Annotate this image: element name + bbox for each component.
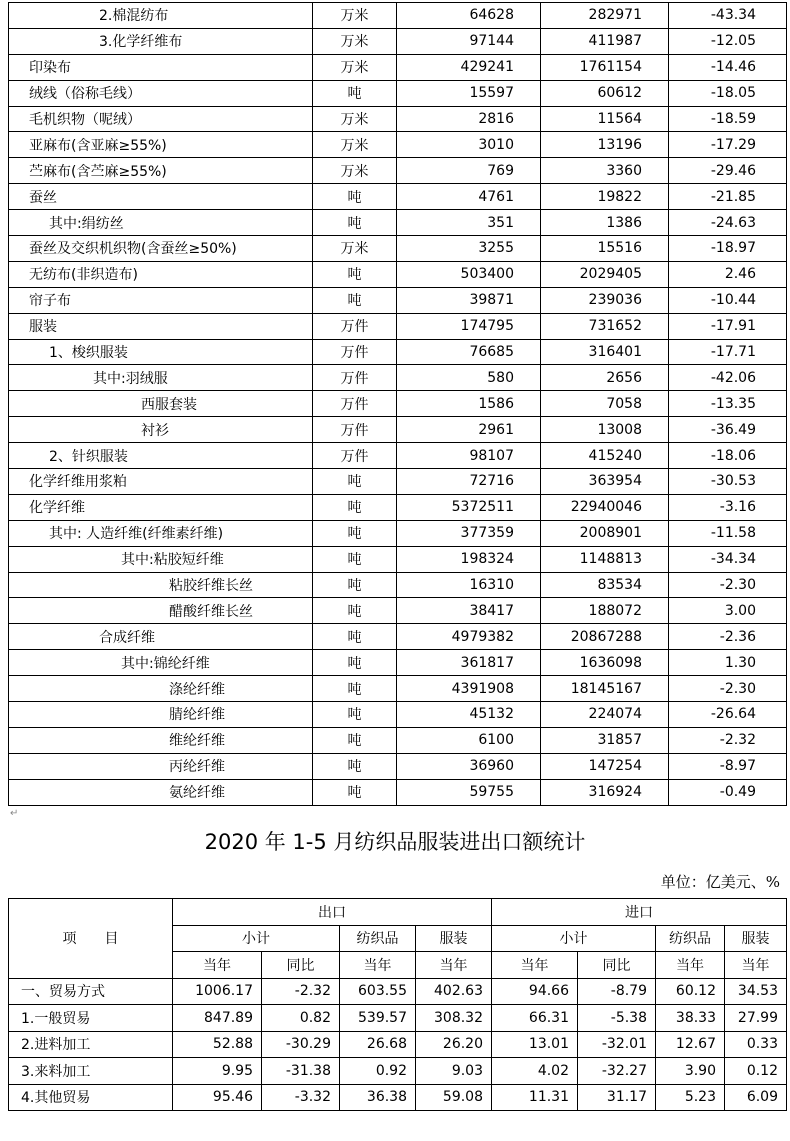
table-row: [9, 676, 787, 702]
unit-cell: 吨: [313, 287, 397, 313]
cumulative-value-cell: 13196: [541, 132, 669, 158]
value-cell: 12.67: [656, 1031, 725, 1058]
product-name-cell: 服装: [9, 313, 313, 339]
value-cell: 66.31: [492, 1005, 578, 1032]
growth-rate-cell: -24.63: [669, 210, 787, 236]
month-value-cell: 6100: [397, 727, 541, 753]
growth-rate-cell: -17.71: [669, 339, 787, 365]
yoy-header: 同比: [578, 952, 656, 979]
unit-cell: 吨: [313, 494, 397, 520]
trade-table: [8, 898, 787, 1111]
cumulative-value-cell: 20867288: [541, 624, 669, 650]
cumulative-value-cell: 19822: [541, 184, 669, 210]
unit-cell: 吨: [313, 80, 397, 106]
value-cell: 9.95: [173, 1058, 262, 1085]
month-value-cell: 2816: [397, 106, 541, 132]
value-cell: 847.89: [173, 1005, 262, 1032]
value-cell: -31.38: [262, 1058, 340, 1085]
unit-cell: 万米: [313, 236, 397, 262]
product-name-cell: 其中:粘胶短纤维: [9, 546, 313, 572]
cur-year-header: 当年: [340, 952, 416, 979]
growth-rate-cell: -21.85: [669, 184, 787, 210]
export-textile-header: 纺织品: [340, 925, 416, 952]
value-cell: -8.79: [578, 978, 656, 1005]
cur-year-header: 当年: [725, 952, 787, 979]
table-row: [9, 520, 787, 546]
table-row: [9, 54, 787, 80]
product-name-cell: 化学纤维: [9, 494, 313, 520]
unit-cell: 万米: [313, 54, 397, 80]
paragraph-mark: ↵: [10, 808, 19, 819]
month-value-cell: 16310: [397, 572, 541, 598]
month-value-cell: 174795: [397, 313, 541, 339]
value-cell: 11.31: [492, 1084, 578, 1111]
cumulative-value-cell: 316924: [541, 779, 669, 805]
value-cell: 308.32: [416, 1005, 492, 1032]
import-subtotal-header: 小计: [492, 925, 656, 952]
month-value-cell: 4979382: [397, 624, 541, 650]
unit-cell: 吨: [313, 702, 397, 728]
value-cell: -30.29: [262, 1031, 340, 1058]
table-row: [9, 779, 787, 805]
product-name-cell: 印染布: [9, 54, 313, 80]
unit-cell: 吨: [313, 520, 397, 546]
unit-cell: 吨: [313, 184, 397, 210]
month-value-cell: 97144: [397, 28, 541, 54]
cumulative-value-cell: 411987: [541, 28, 669, 54]
month-value-cell: 76685: [397, 339, 541, 365]
table-row: [9, 1084, 787, 1111]
cumulative-value-cell: 11564: [541, 106, 669, 132]
import-textile-header: 纺织品: [656, 925, 725, 952]
unit-cell: 吨: [313, 598, 397, 624]
unit-cell: 万米: [313, 158, 397, 184]
value-cell: -5.38: [578, 1005, 656, 1032]
export-header: 出口: [173, 899, 492, 926]
value-cell: 1006.17: [173, 978, 262, 1005]
growth-rate-cell: -2.36: [669, 624, 787, 650]
cur-year-header: 当年: [492, 952, 578, 979]
growth-rate-cell: -34.34: [669, 546, 787, 572]
product-name-cell: 其中:羽绒服: [9, 365, 313, 391]
section-title: 2020 年 1-5 月纺织品服装进出口额统计: [204, 830, 586, 854]
table-row: [9, 3, 787, 29]
growth-rate-cell: 3.00: [669, 598, 787, 624]
trade-mode-label: 4.其他贸易: [9, 1084, 173, 1111]
table-row: [9, 261, 787, 287]
table-row: [9, 28, 787, 54]
cumulative-value-cell: 147254: [541, 753, 669, 779]
product-name-cell: 蚕丝及交织机织物(含蚕丝≥50%): [9, 236, 313, 262]
growth-rate-cell: -30.53: [669, 469, 787, 495]
month-value-cell: 3255: [397, 236, 541, 262]
month-value-cell: 769: [397, 158, 541, 184]
growth-rate-cell: 2.46: [669, 261, 787, 287]
table-row: [9, 417, 787, 443]
month-value-cell: 377359: [397, 520, 541, 546]
month-value-cell: 429241: [397, 54, 541, 80]
table-row: [9, 210, 787, 236]
table-row: [9, 572, 787, 598]
table-row: [9, 365, 787, 391]
unit-cell: 吨: [313, 572, 397, 598]
product-name-cell: 其中:绢纺丝: [9, 210, 313, 236]
month-value-cell: 15597: [397, 80, 541, 106]
item-header: 项 目: [9, 899, 173, 979]
value-cell: 59.08: [416, 1084, 492, 1111]
month-value-cell: 98107: [397, 443, 541, 469]
table-row: [9, 494, 787, 520]
product-name-cell: 衬衫: [9, 417, 313, 443]
product-name-cell: 绒线（俗称毛线）: [9, 80, 313, 106]
month-value-cell: 580: [397, 365, 541, 391]
value-cell: 4.02: [492, 1058, 578, 1085]
cumulative-value-cell: 282971: [541, 3, 669, 29]
month-value-cell: 4761: [397, 184, 541, 210]
growth-rate-cell: 1.30: [669, 650, 787, 676]
month-value-cell: 2961: [397, 417, 541, 443]
product-name-cell: 其中: 人造纤维(纤维素纤维): [9, 520, 313, 546]
cumulative-value-cell: 13008: [541, 417, 669, 443]
trade-mode-label: 3.来料加工: [9, 1058, 173, 1085]
value-cell: 0.82: [262, 1005, 340, 1032]
month-value-cell: 5372511: [397, 494, 541, 520]
cur-year-header: 当年: [656, 952, 725, 979]
unit-cell: 万米: [313, 3, 397, 29]
cumulative-value-cell: 15516: [541, 236, 669, 262]
unit-cell: 万件: [313, 391, 397, 417]
growth-rate-cell: -12.05: [669, 28, 787, 54]
cumulative-value-cell: 1636098: [541, 650, 669, 676]
value-cell: 94.66: [492, 978, 578, 1005]
cumulative-value-cell: 316401: [541, 339, 669, 365]
value-cell: 27.99: [725, 1005, 787, 1032]
table-row: [9, 236, 787, 262]
textile-output-table: [8, 2, 787, 806]
growth-rate-cell: -43.34: [669, 3, 787, 29]
month-value-cell: 503400: [397, 261, 541, 287]
month-value-cell: 4391908: [397, 676, 541, 702]
value-cell: 95.46: [173, 1084, 262, 1111]
month-value-cell: 1586: [397, 391, 541, 417]
unit-cell: 万件: [313, 313, 397, 339]
growth-rate-cell: -29.46: [669, 158, 787, 184]
export-subtotal-header: 小计: [173, 925, 340, 952]
product-name-cell: 3.化学纤维布: [9, 28, 313, 54]
month-value-cell: 64628: [397, 3, 541, 29]
table-row: [9, 978, 787, 1005]
value-cell: 0.33: [725, 1031, 787, 1058]
product-name-cell: 丙纶纤维: [9, 753, 313, 779]
product-name-cell: 粘胶纤维长丝: [9, 572, 313, 598]
growth-rate-cell: -42.06: [669, 365, 787, 391]
table-row: [9, 158, 787, 184]
import-header: 进口: [492, 899, 787, 926]
cumulative-value-cell: 18145167: [541, 676, 669, 702]
product-name-cell: 维纶纤维: [9, 727, 313, 753]
cumulative-value-cell: 1386: [541, 210, 669, 236]
product-name-cell: 帘子布: [9, 287, 313, 313]
cumulative-value-cell: 60612: [541, 80, 669, 106]
unit-cell: 吨: [313, 261, 397, 287]
month-value-cell: 72716: [397, 469, 541, 495]
product-name-cell: 毛机织物（呢绒）: [9, 106, 313, 132]
product-name-cell: 蚕丝: [9, 184, 313, 210]
value-cell: 52.88: [173, 1031, 262, 1058]
value-cell: 38.33: [656, 1005, 725, 1032]
product-name-cell: 亚麻布(含亚麻≥55%): [9, 132, 313, 158]
growth-rate-cell: -8.97: [669, 753, 787, 779]
month-value-cell: 361817: [397, 650, 541, 676]
cur-year-header: 当年: [416, 952, 492, 979]
growth-rate-cell: -18.97: [669, 236, 787, 262]
growth-rate-cell: -13.35: [669, 391, 787, 417]
cumulative-value-cell: 22940046: [541, 494, 669, 520]
table-row: [9, 287, 787, 313]
table-row: [9, 391, 787, 417]
unit-cell: 吨: [313, 727, 397, 753]
growth-rate-cell: -18.06: [669, 443, 787, 469]
month-value-cell: 59755: [397, 779, 541, 805]
table-row: [9, 469, 787, 495]
value-cell: 3.90: [656, 1058, 725, 1085]
growth-rate-cell: -2.30: [669, 572, 787, 598]
table-row: [9, 313, 787, 339]
unit-cell: 万件: [313, 339, 397, 365]
unit-cell: 吨: [313, 624, 397, 650]
value-cell: -3.32: [262, 1084, 340, 1111]
month-value-cell: 3010: [397, 132, 541, 158]
trade-mode-label: 2.进料加工: [9, 1031, 173, 1058]
growth-rate-cell: -10.44: [669, 287, 787, 313]
table-row: [9, 184, 787, 210]
growth-rate-cell: -18.05: [669, 80, 787, 106]
product-name-cell: 苎麻布(含苎麻≥55%): [9, 158, 313, 184]
value-cell: 9.03: [416, 1058, 492, 1085]
table-row: [9, 339, 787, 365]
value-cell: 402.63: [416, 978, 492, 1005]
unit-cell: 吨: [313, 753, 397, 779]
value-cell: 26.20: [416, 1031, 492, 1058]
table-row: [9, 546, 787, 572]
table-row: [9, 80, 787, 106]
product-name-cell: 腈纶纤维: [9, 702, 313, 728]
export-apparel-header: 服装: [416, 925, 492, 952]
product-name-cell: 其中:锦纶纤维: [9, 650, 313, 676]
value-cell: 31.17: [578, 1084, 656, 1111]
unit-cell: 吨: [313, 650, 397, 676]
product-name-cell: 西服套装: [9, 391, 313, 417]
value-cell: 603.55: [340, 978, 416, 1005]
cumulative-value-cell: 363954: [541, 469, 669, 495]
growth-rate-cell: -17.29: [669, 132, 787, 158]
trade-mode-label: 一、贸易方式: [9, 978, 173, 1005]
table-row: [9, 132, 787, 158]
growth-rate-cell: -11.58: [669, 520, 787, 546]
cumulative-value-cell: 224074: [541, 702, 669, 728]
month-value-cell: 198324: [397, 546, 541, 572]
value-cell: 34.53: [725, 978, 787, 1005]
cumulative-value-cell: 415240: [541, 443, 669, 469]
cumulative-value-cell: 239036: [541, 287, 669, 313]
month-value-cell: 38417: [397, 598, 541, 624]
cumulative-value-cell: 3360: [541, 158, 669, 184]
growth-rate-cell: -36.49: [669, 417, 787, 443]
table-row: [9, 753, 787, 779]
product-name-cell: 醋酸纤维长丝: [9, 598, 313, 624]
month-value-cell: 39871: [397, 287, 541, 313]
value-cell: -2.32: [262, 978, 340, 1005]
cumulative-value-cell: 7058: [541, 391, 669, 417]
header-row-1: [9, 899, 787, 926]
unit-note: 单位：亿美元、%: [660, 873, 780, 891]
cumulative-value-cell: 1148813: [541, 546, 669, 572]
product-name-cell: 无纺布(非织造布): [9, 261, 313, 287]
value-cell: -32.27: [578, 1058, 656, 1085]
cumulative-value-cell: 2008901: [541, 520, 669, 546]
growth-rate-cell: -14.46: [669, 54, 787, 80]
product-name-cell: 氨纶纤维: [9, 779, 313, 805]
unit-cell: 吨: [313, 779, 397, 805]
cumulative-value-cell: 2029405: [541, 261, 669, 287]
month-value-cell: 45132: [397, 702, 541, 728]
growth-rate-cell: -18.59: [669, 106, 787, 132]
yoy-header: 同比: [262, 952, 340, 979]
table-row: [9, 702, 787, 728]
growth-rate-cell: -2.30: [669, 676, 787, 702]
month-value-cell: 351: [397, 210, 541, 236]
table-row: [9, 106, 787, 132]
unit-cell: 万米: [313, 28, 397, 54]
value-cell: 6.09: [725, 1084, 787, 1111]
value-cell: 539.57: [340, 1005, 416, 1032]
growth-rate-cell: -17.91: [669, 313, 787, 339]
product-name-cell: 2、针织服装: [9, 443, 313, 469]
cumulative-value-cell: 731652: [541, 313, 669, 339]
cur-year-header: 当年: [173, 952, 262, 979]
cumulative-value-cell: 31857: [541, 727, 669, 753]
value-cell: 60.12: [656, 978, 725, 1005]
trade-mode-label: 1.一般贸易: [9, 1005, 173, 1032]
cumulative-value-cell: 188072: [541, 598, 669, 624]
unit-cell: 吨: [313, 546, 397, 572]
growth-rate-cell: -3.16: [669, 494, 787, 520]
growth-rate-cell: -26.64: [669, 702, 787, 728]
value-cell: 36.38: [340, 1084, 416, 1111]
product-name-cell: 涤纶纤维: [9, 676, 313, 702]
table-row: [9, 650, 787, 676]
value-cell: 0.92: [340, 1058, 416, 1085]
value-cell: 5.23: [656, 1084, 725, 1111]
value-cell: 13.01: [492, 1031, 578, 1058]
table-row: [9, 624, 787, 650]
unit-cell: 吨: [313, 676, 397, 702]
value-cell: -32.01: [578, 1031, 656, 1058]
cumulative-value-cell: 1761154: [541, 54, 669, 80]
table-row: [9, 1031, 787, 1058]
table-row: [9, 598, 787, 624]
table-row: [9, 443, 787, 469]
import-apparel-header: 服装: [725, 925, 787, 952]
cumulative-value-cell: 2656: [541, 365, 669, 391]
product-name-cell: 合成纤维: [9, 624, 313, 650]
month-value-cell: 36960: [397, 753, 541, 779]
value-cell: 0.12: [725, 1058, 787, 1085]
product-name-cell: 化学纤维用浆粕: [9, 469, 313, 495]
unit-cell: 万米: [313, 106, 397, 132]
growth-rate-cell: -0.49: [669, 779, 787, 805]
table-row: [9, 727, 787, 753]
product-name-cell: 2.棉混纺布: [9, 3, 313, 29]
cumulative-value-cell: 83534: [541, 572, 669, 598]
unit-cell: 万米: [313, 132, 397, 158]
growth-rate-cell: -2.32: [669, 727, 787, 753]
unit-cell: 万件: [313, 417, 397, 443]
unit-cell: 吨: [313, 469, 397, 495]
unit-cell: 吨: [313, 210, 397, 236]
unit-cell: 万件: [313, 365, 397, 391]
product-name-cell: 1、梭织服装: [9, 339, 313, 365]
value-cell: 26.68: [340, 1031, 416, 1058]
table-row: [9, 1058, 787, 1085]
unit-cell: 万件: [313, 443, 397, 469]
table-row: [9, 1005, 787, 1032]
